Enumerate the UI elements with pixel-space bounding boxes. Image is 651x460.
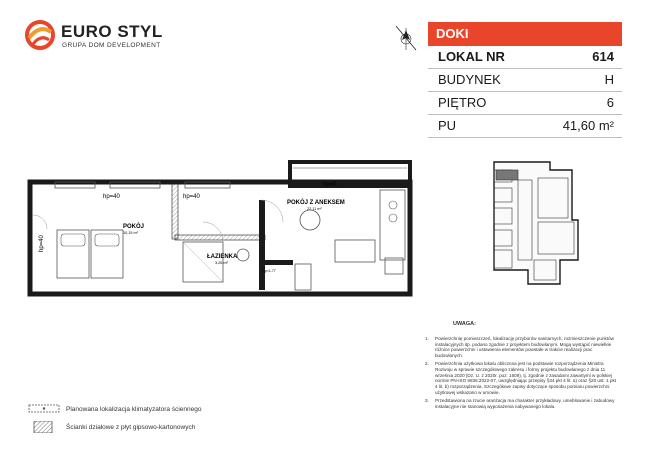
notes-section — [425, 322, 617, 411]
room-area-pokoj-z-aneksem: 22,11 m² — [307, 207, 322, 211]
height-label: hp=40 — [183, 194, 200, 200]
info-label: LOKAL NR — [438, 49, 505, 64]
euro-styl-logo-icon — [25, 20, 55, 50]
info-value: 6 — [606, 95, 614, 110]
info-value: 41,60 m² — [562, 118, 614, 133]
note-item — [425, 361, 617, 396]
misc-label: hp=1.77 — [263, 269, 276, 273]
note-text: Powierzchnię pomieszczeń, lokalizację przyborów sanitarnych, rozmieszczenie punktów instalacyjnych itp. podano zgodnie z projektem budowlanym. Mogą wystąpić niewielkie różnice powierzchni i ustawienia elementów powstałe w trakcie realizacji prac budowlanych. — [435, 335, 614, 359]
info-value: H — [604, 72, 614, 87]
info-value: 614 — [592, 49, 614, 64]
info-heading: DOKI — [428, 22, 622, 46]
info-label: PU — [438, 118, 457, 133]
floor-plan — [25, 160, 423, 300]
brand-subtitle: GRUPA DOM DEVELOPMENT — [62, 42, 161, 49]
note-number: 1. — [425, 335, 429, 341]
room-label-lazienka: ŁAZIENKA — [207, 254, 238, 260]
air-conditioner-icon — [28, 403, 60, 415]
legend-item — [28, 403, 288, 421]
north-arrow-icon — [392, 22, 420, 54]
height-label: hp=40 — [103, 194, 120, 200]
note-text: Przedstawiona na rzucie aranżacja ma charakter przykładowy, umeblowanie i zabudowy instalacyjne nie stanowią wyposażenia nabywanego lokalu. — [435, 397, 615, 409]
legend — [28, 403, 288, 439]
notes-title: UWAGA: — [453, 321, 476, 327]
apartment-info-panel — [428, 22, 622, 138]
highlighted-unit — [496, 170, 518, 180]
room-label-pokoj-z-aneksem: POKÓJ Z ANEKSEM — [287, 200, 345, 206]
brand-name: EURO STYL — [61, 22, 163, 41]
building-key-plan — [488, 160, 580, 288]
info-label: BUDYNEK — [438, 72, 501, 87]
legend-label: Planowana lokalizacja klimatyzatora ściennego — [66, 406, 202, 413]
info-row-pu — [428, 115, 622, 138]
room-area-pokoj: 10,15 m² — [123, 231, 138, 235]
legend-label: Ścianki działowe z płyt gipsowo-kartonowych — [66, 424, 196, 431]
note-item — [425, 336, 617, 359]
note-item — [425, 398, 617, 410]
room-area-lazienka: 3,26 m² — [215, 261, 228, 265]
height-label: hp=0 — [323, 182, 337, 188]
legend-item — [28, 421, 288, 439]
brand-logo — [25, 20, 175, 56]
height-label: hp=40 — [39, 235, 45, 252]
info-label: PIĘTRO — [438, 95, 487, 110]
note-text: Powierzchnia użytkowa lokalu obliczona jest na podstawie rozporządzenia Ministra Rozwoju w sprawie szczegółowego zakresu i formy projektu budowlanego z dnia 11 września 2020 (Dz. U. z 2020r. poz. 1609), tj. zgodnie z zasadami zawartymi w polskiej normie PN-ISO 9836:2022-07, uwzględniając przepisy §34 pkt 4 lit. a) oraz §20 ust. 1 pkt 4 lit. b) rozporządzenia. Szczegółowe zapisy dotyczące sposobu pomiaru powierzchni użytkowej wskazano w umowie. — [435, 360, 617, 395]
hatched-wall-icon — [28, 421, 60, 433]
info-row-lokal — [428, 46, 622, 69]
info-row-budynek — [428, 69, 622, 92]
note-number: 2. — [425, 360, 429, 366]
info-row-pietro — [428, 92, 622, 115]
room-label-pokoj: POKÓJ — [123, 224, 145, 230]
note-number: 3. — [425, 397, 429, 403]
